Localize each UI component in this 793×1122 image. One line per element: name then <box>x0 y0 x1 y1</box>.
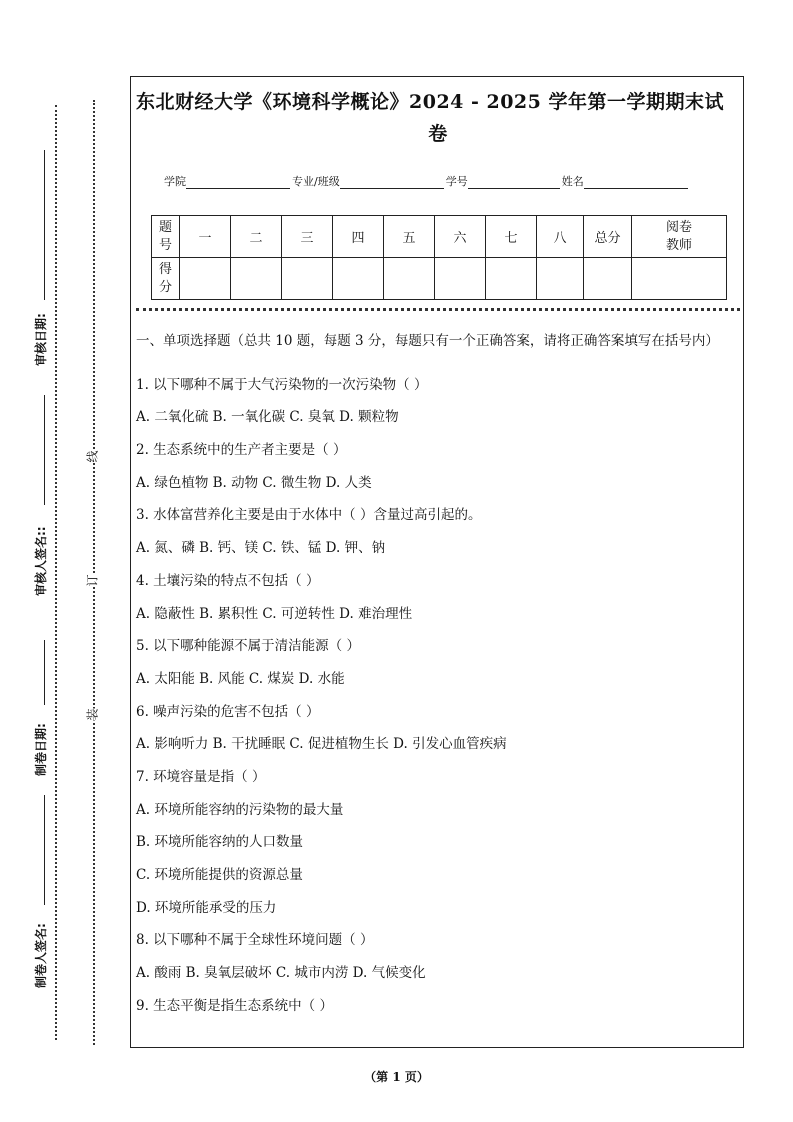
score-cell-total[interactable] <box>584 258 632 300</box>
score-cell[interactable] <box>486 258 537 300</box>
label-maker-signature: 制卷人签名: <box>34 923 48 988</box>
score-table-col-grader: 阅卷 教师 <box>632 216 727 258</box>
binding-dotted-line-outer <box>55 105 57 1040</box>
score-table-col: 四 <box>333 216 384 258</box>
options-line: A. 绿色植物 B. 动物 C. 微生物 D. 人类 <box>136 474 372 491</box>
field-college-blank[interactable] <box>186 176 290 189</box>
label-review-date: 审核日期: <box>34 313 48 366</box>
score-table-score-row <box>152 258 727 300</box>
question-line: 7. 环境容量是指（ ） <box>136 768 266 785</box>
score-table-header-row <box>152 216 727 258</box>
options-line: D. 环境所能承受的压力 <box>136 899 277 916</box>
binding-dotted-line-inner <box>93 100 95 1045</box>
question-line: 3. 水体富营养化主要是由于水体中（ ）含量过高引起的。 <box>136 507 482 524</box>
score-table-label-question: 题 号 <box>152 216 180 258</box>
options-line: A. 二氧化硫 B. 一氧化碳 C. 臭氧 D. 颗粒物 <box>136 409 399 426</box>
field-major-blank[interactable] <box>340 176 444 189</box>
signature-line-review-date <box>44 150 45 300</box>
question-line: 1. 以下哪种不属于大气污染物的一次污染物（ ） <box>136 376 428 393</box>
score-cell[interactable] <box>231 258 282 300</box>
label-reviewer-signature: 审核人签名:: <box>34 526 48 596</box>
question-line: 4. 土壤污染的特点不包括（ ） <box>136 572 320 589</box>
score-table-col: 二 <box>231 216 282 258</box>
signature-line-make-date <box>44 640 45 705</box>
section-heading: 一、单项选择题（总共 10 题，每题 3 分，每题只有一个正确答案，请将正确答案填写在括号内） <box>136 333 719 349</box>
title-line-1: 东北财经大学《环境科学概论》2024 - 2025 学年第一学期期末试 <box>136 91 724 113</box>
score-table-col: 六 <box>435 216 486 258</box>
signature-line-maker <box>44 795 45 905</box>
field-student-id-blank[interactable] <box>468 176 560 189</box>
field-major-label: 专业/班级 <box>292 175 340 188</box>
score-table-col: 七 <box>486 216 537 258</box>
score-cell[interactable] <box>180 258 231 300</box>
binding-mark-staple: 订 <box>85 574 100 587</box>
score-table <box>151 215 727 300</box>
question-line: 6. 噪声污染的危害不包括（ ） <box>136 703 320 720</box>
student-info-row <box>164 173 690 189</box>
score-cell[interactable] <box>537 258 584 300</box>
exam-title <box>136 86 740 150</box>
score-cell[interactable] <box>435 258 486 300</box>
title-line-2: 卷 <box>428 123 448 145</box>
options-line: A. 影响听力 B. 干扰睡眠 C. 促进植物生长 D. 引发心血管疾病 <box>136 736 507 753</box>
page-number: （第 1 页） <box>364 1070 429 1084</box>
options-line: B. 环境所能容纳的人口数量 <box>136 834 304 851</box>
score-table-col-total: 总分 <box>584 216 632 258</box>
score-cell-grader[interactable] <box>632 258 727 300</box>
options-line: A. 隐蔽性 B. 累积性 C. 可逆转性 D. 难治理性 <box>136 605 413 622</box>
question-line: 9. 生态平衡是指生态系统中（ ） <box>136 997 333 1014</box>
score-table-col: 一 <box>180 216 231 258</box>
score-table-label-score: 得 分 <box>152 258 180 300</box>
field-name-blank[interactable] <box>584 176 688 189</box>
questions-section <box>136 329 740 1022</box>
binding-mark-line: 线 <box>85 450 100 463</box>
binding-mark-bind: 装 <box>85 708 100 721</box>
score-table-col: 五 <box>384 216 435 258</box>
label-make-date: 制卷日期: <box>34 723 48 776</box>
signature-line-reviewer <box>44 395 45 505</box>
question-line: 8. 以下哪种不属于全球性环境问题（ ） <box>136 932 374 949</box>
options-line: C. 环境所能提供的资源总量 <box>136 867 303 883</box>
score-cell[interactable] <box>384 258 435 300</box>
options-line: A. 氮、磷 B. 钙、镁 C. 铁、锰 D. 钾、钠 <box>136 540 386 557</box>
field-student-id-label: 学号 <box>445 175 468 188</box>
options-line: A. 太阳能 B. 风能 C. 煤炭 D. 水能 <box>136 670 345 687</box>
score-cell[interactable] <box>282 258 333 300</box>
question-line: 2. 生态系统中的生产者主要是（ ） <box>136 442 347 459</box>
field-name-label: 姓名 <box>561 175 584 188</box>
field-college-label: 学院 <box>164 175 186 188</box>
options-line: A. 环境所能容纳的污染物的最大量 <box>136 801 344 818</box>
dotted-separator <box>136 308 740 311</box>
options-line: A. 酸雨 B. 臭氧层破坏 C. 城市内涝 D. 气候变化 <box>136 965 426 982</box>
question-line: 5. 以下哪种能源不属于清洁能源（ ） <box>136 638 360 655</box>
score-table-col: 三 <box>282 216 333 258</box>
score-cell[interactable] <box>333 258 384 300</box>
score-table-col: 八 <box>537 216 584 258</box>
